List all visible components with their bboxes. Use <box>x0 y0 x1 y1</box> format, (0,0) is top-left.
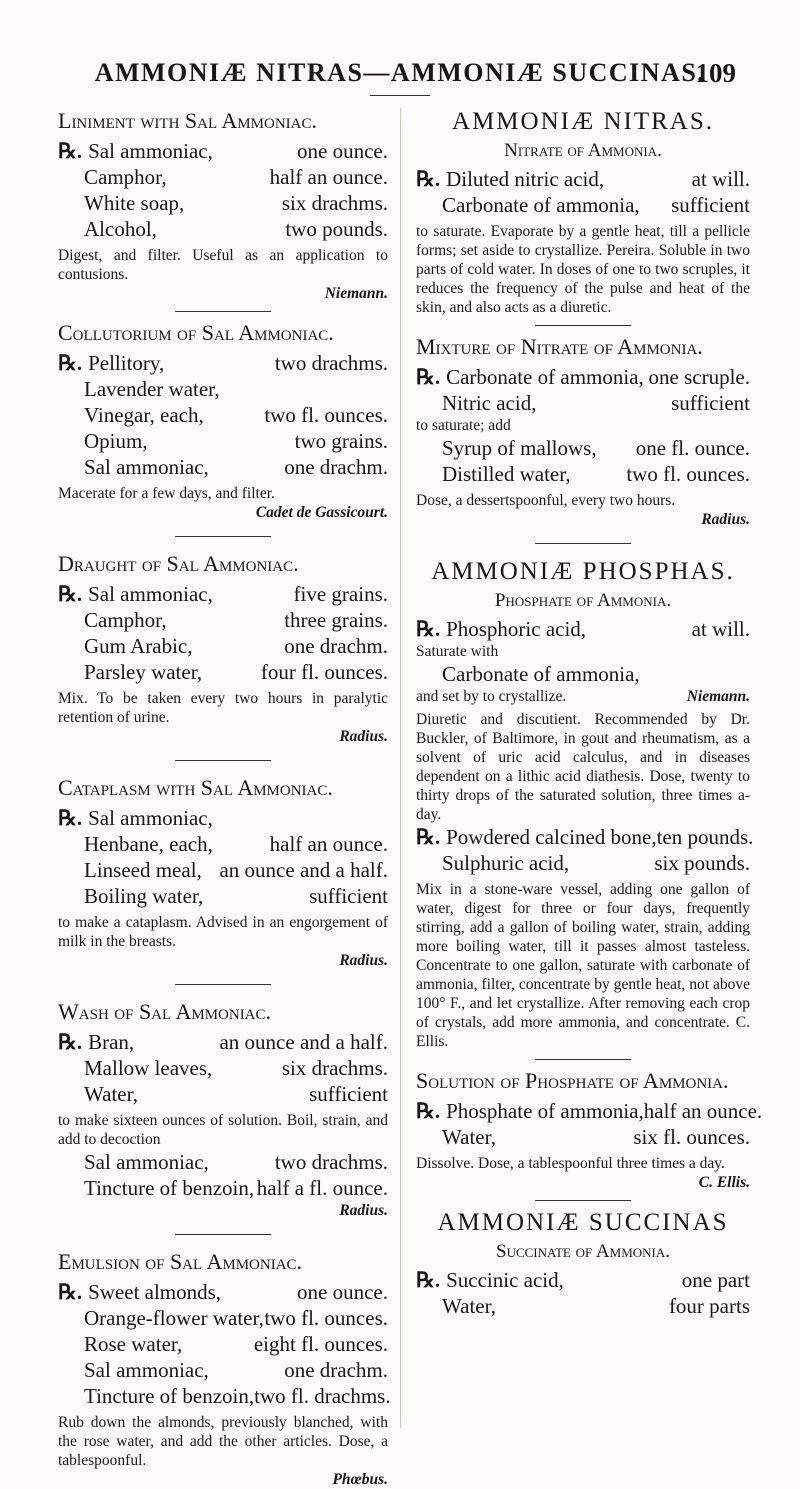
recipe-title: Wash of Sal Ammoniac. <box>58 999 272 1024</box>
section-title: AMMONIÆ PHOSPHAS. <box>431 558 735 585</box>
recipe-note: Dose, a dessertspoonful, every two hours. <box>416 492 676 509</box>
recipe-author: C. Ellis. <box>698 1174 750 1191</box>
section-rule <box>175 536 271 537</box>
recipe-title: Cataplasm with Sal Ammoniac. <box>58 775 333 800</box>
recipe-author: Radius. <box>701 511 750 528</box>
section-title: AMMONIÆ SUCCINAS <box>437 1209 729 1236</box>
recipe-title: Draught of Sal Ammoniac. <box>58 551 299 576</box>
recipe-note: Macerate for a few days, and filter. <box>58 485 275 502</box>
section-title: AMMONIÆ NITRAS. <box>452 108 714 135</box>
section-rule <box>175 311 271 312</box>
recipe-title: Liniment with Sal Ammoniac. <box>58 108 317 133</box>
column-divider <box>400 108 401 1428</box>
recipe-author: Radius. <box>339 1202 388 1219</box>
recipe-title: Mixture of Nitrate of Ammonia. <box>416 334 703 359</box>
recipe-note: to saturate. Evaporate by a gentle heat, till a pellicle forms; set aside to crystallize. Pereira. Soluble in two parts of cold water. In doses of one to two scruples, it reduces the frequency of the pulse and heat of the skin, and also acts as a diuretic. <box>416 223 750 316</box>
recipe-author: Radius. <box>339 952 388 969</box>
section-rule <box>535 325 631 326</box>
recipe-author: Niemann. <box>324 285 388 302</box>
recipe-note: to make sixteen ounces of solution. Boil, strain, and add to decoction <box>58 1112 388 1148</box>
section-subtitle: Succinate of Ammonia. <box>496 1241 670 1262</box>
left-column: Liniment with Sal Ammoniac. ℞. Sal ammoniac, one ounce. Camphor, half an ounce. White soap, six drachms. Alcohol, two pounds. Digest, and filter. Useful as an application to contusions. Niemann. Collutorium of Sal Ammoniac. ℞. Pellitory, two drachms. Lavender water, Vinegar, each, two fl. ounces. Opium, two grains. Sal ammoniac, one drachm. Macerate for a few days, and filter. Cadet de Gassicourt. Draught of Sal Ammoniac. ℞. Sal ammoniac, five grains. Camphor, three grains. Gum Arabic, one drachm. Parsley water, four fl. ounces. Mix. To be taken every two hours in paralytic retention of urine. Radius. Cataplasm with Sal Ammoniac. ℞. Sal ammoniac, Henbane, each, half an ounce. Linseed meal, an ounce and a half. Boiling water, sufficient to make a cataplasm. Advised in an engorgement of milk in the breasts. Radius. Wash of Sal Ammoniac. ℞. Bran, an ounce and a half. Mallow leaves, six drachms. Water, sufficient to make sixteen ounces of solution. Boil, strain, and add to decoction Sal ammoniac, two drachms. Tincture of benzoin, half a fl. ounce. Radius. Emulsion of Sal Ammoniac. ℞. Sweet almonds, one ounce. Orange-flower water, two fl. ounces. Rose water, eight fl. ounces. Sal ammoniac, one drachm. Tincture of benzoin, two fl. drachms. Rub down the almonds, previously blanched, with the rose water, and add the other articles. Dose, a tablespoonful. Phœbus. <box>58 108 391 1488</box>
rx-symbol: ℞. <box>58 139 83 163</box>
recipe-note: Mix. To be taken every two hours in paralytic retention of urine. <box>58 690 388 726</box>
recipe-title: Emulsion of Sal Ammoniac. <box>58 1249 303 1274</box>
header-rule <box>370 95 430 96</box>
recipe-author: Niemann. <box>686 688 750 705</box>
section-rule <box>175 984 271 985</box>
recipe-title: Collutorium of Sal Ammoniac. <box>58 320 334 345</box>
section-subtitle: Phosphate of Ammonia. <box>494 590 672 611</box>
recipe-author: Cadet de Gassicourt. <box>255 504 388 521</box>
recipe-note: to make a cataplasm. Advised in an engorgement of milk in the breasts. <box>58 914 388 950</box>
section-rule <box>175 1234 271 1235</box>
recipe-note: Dissolve. Dose, a tablespoonful three times a day. <box>416 1155 725 1172</box>
running-head: AMMONIÆ NITRAS—AMMONIÆ SUCCINAS. <box>94 58 706 87</box>
recipe-note: Digest, and filter. Useful as an application to contusions. <box>58 247 388 283</box>
recipe-note: Diuretic and discutient. Recommended by Dr. Buckler, of Baltimore, in gout and rheumatism, as a solvent of uric acid calculus, and in diseases dependent on a lithic acid diathesis. Dose, twenty to thirty drops of the saturated solution, three times a-day. <box>416 711 750 823</box>
section-rule <box>535 1059 631 1060</box>
right-column: AMMONIÆ NITRAS. Nitrate of Ammonia. ℞. Diluted nitric acid, at will. Carbonate of ammonia, sufficient to saturate. Evaporate by a gentle heat, till a pellicle forms; set aside to crystallize. Pereira. Soluble in two parts of cold water. In doses of one to two scruples, it reduces the frequency of the pulse and heat of the skin, and also acts as a diuretic. Mixture of Nitrate of Ammonia. ℞. Carbonate of ammonia, one scruple. Nitric acid, sufficient to saturate; add Syrup of mallows, one fl. ounce. Distilled water, two fl. ounces. Dose, a dessertspoonful, every two hours. Radius. AMMONIÆ PHOSPHAS. Phosphate of Ammonia. ℞. Phosphoric acid, at will. Saturate with Carbonate of ammonia, and set by to crystallize. Niemann. Diuretic and discutient. Recommended by Dr. Buckler, of Baltimore, in gout and rheumatism, as a solvent of uric acid calculus, and in diseases dependent on a lithic acid diathesis. Dose, twenty to thirty drops of the saturated solution, three times a-day. ℞. Powdered calcined bone, ten pounds. Sulphuric acid, six pounds. Mix in a stone-ware vessel, adding one gallon of water, digest for three or four days, frequently stirring, add a gallon of boiling water, strain, adding more boiling water, till it passes almost tasteless. Concentrate to one gallon, saturate with carbonate of ammonia, filter, concentrate by gentle heat, not above 100° F., and let crystallize. After removing each crop of crystals, add more ammonia, and concentrate. C. Ellis. Solution of Phosphate of Ammonia. ℞. Phosphate of ammonia, half an ounce. Water, six fl. ounces. Dissolve. Dose, a tablespoonful three times a day. C. Ellis. AMMONIÆ SUCCINAS Succinate of Ammonia. ℞. Succinic acid, one part Water, four parts <box>416 108 763 1318</box>
recipe-author: Radius. <box>339 728 388 745</box>
section-rule <box>175 760 271 761</box>
section-rule <box>535 1200 631 1201</box>
recipe-author: Phœbus. <box>332 1471 388 1488</box>
recipe-note: Mix in a stone-ware vessel, adding one gallon of water, digest for three or four days, frequently stirring, add a gallon of boiling water, strain, adding more boiling water, till it passes almost tasteless. Concentrate to one gallon, saturate with carbonate of ammonia, filter, concentrate by gentle heat, not above 100° F., and let crystallize. After removing each crop of crystals, add more ammonia, and concentrate. C. Ellis. <box>416 881 750 1050</box>
section-rule <box>535 543 631 544</box>
recipe-note: Rub down the almonds, previously blanched, with the rose water, and add the other articles. Dose, a tablespoonful. <box>58 1414 388 1469</box>
recipe-title: Solution of Phosphate of Ammonia. <box>416 1068 729 1093</box>
page-number: 109 <box>695 58 736 88</box>
section-subtitle: Nitrate of Ammonia. <box>504 140 662 161</box>
